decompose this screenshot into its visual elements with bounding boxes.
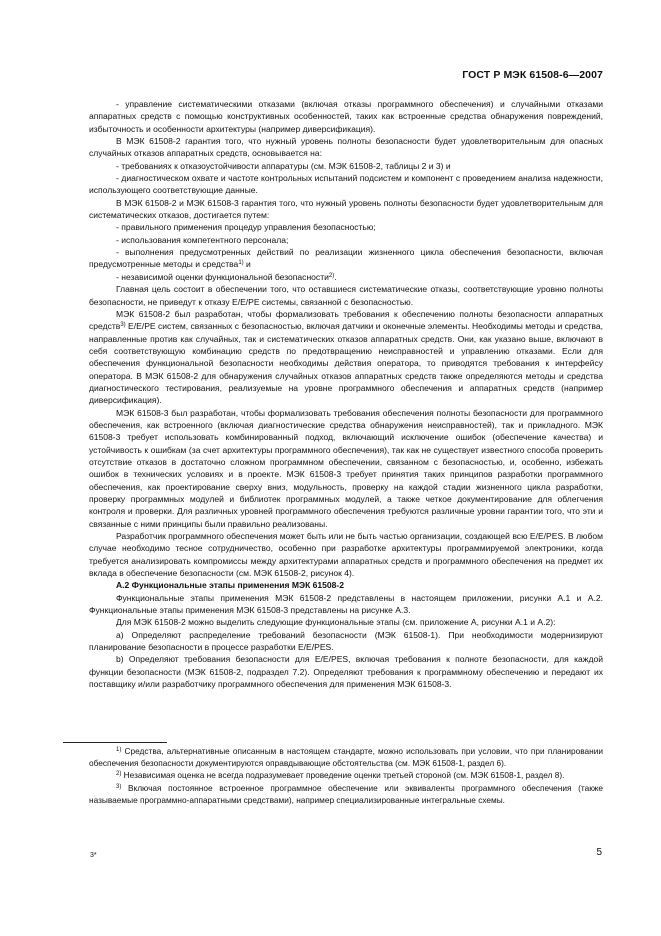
list-item: a) Определяют распределение требований безопасности (МЭК 61508-1). При необходимости модернизируют планирование безопасности в процессе разработки E/E/PES. — [89, 629, 603, 653]
list-item: - диагностическом охвате и частоте контрольных испытаний подсистем и компонент с проведением анализа надежности, использующего соответствующие данные. — [89, 173, 603, 196]
paragraph: В МЭК 61508-2 и МЭК 61508-3 гарантия того, что нужный уровень полноты безопасности будет удовлетворительным для систематических отказов, достигается путем: — [89, 197, 603, 221]
footnote-text: Средства, альтернативные описанным в настоящем стандарте, можно использовать при условии, что при планировании обеспечения безопасности документируются оправдывающие обстоятельства (см. МЭК 61508-1, раздел 6). — [89, 746, 603, 769]
list-item-tail: и — [243, 259, 251, 270]
list-item — [89, 271, 603, 283]
list-item: b) Определяют требования безопасности для E/E/PES, включая требования к полноте безопасности, для каждой функции безопасности (МЭК 61508-2, подраздел 7.2). Определяют требования к программному обеспечению и передают их поставщику и/или разработчику программного обеспечения для применения МЭК 61508-3. — [89, 654, 603, 690]
paragraph: МЭК 61508-3 был разработан, чтобы формализовать требования обеспечения полноты безопасности для программного обеспечения, как встроенного (включая диагностические средства обнаружения неисправностей), так и прикладного. МЭК 61508-3 требует использовать комбинированный подход, включающий исключение ошибок (обеспечение качества) и устойчивость к ошибкам (за счет архитектуры программного обеспечения), так как не существует известного способа проверить отсутствие отказов в достаточно сложном программном обеспечении, связанном с безопасностью, и, особенно, избежать ошибок в технических условиях и в проекте. МЭК 61508-3 требует принятия таких принципов разработки программного обеспечения, как проектирование сверху вниз, модульность, проверку на каждой стадии жизненного цикла разработки, проверку программных модулей и библиотек программных модулей, а также четкое документирование для облегчения контроля и проверки. Для различных уровней программного обеспечения требуются различные уровни гарантии того, что эти и связанные с ними принципы были правильно реализованы. — [89, 407, 603, 529]
running-header: ГОСТ Р МЭК 61508-6—2007 — [462, 69, 603, 81]
footnote-separator — [63, 742, 167, 743]
footnote-ref: 3) — [120, 322, 126, 329]
paragraph: В МЭК 61508-2 гарантия того, что нужный уровень полноты безопасности будет удовлетворительным для опасных случайных отказов аппаратных средств, основывается на: — [89, 136, 603, 159]
list-item-text: - выполнения предусмотренных действий по реализации жизненного цикла обеспечения безопасности, включая предусмотренные методы и средства — [89, 247, 603, 270]
footnote-ref: 1) — [238, 260, 244, 267]
list-item — [89, 246, 603, 271]
list-item: - использования компетентного персонала; — [116, 234, 289, 245]
footnote-ref: 2) — [328, 272, 335, 279]
paragraph: - управление систематическими отказами (включая отказы программного обеспечения) и случайными отказами аппаратных средств с помощью конструктивных особенностей, таких как встроенные средства обнаружения повреждений, избыточность и особенности архитектуры (например диверсификация). — [89, 99, 603, 134]
footnote-mark: 3) — [116, 783, 122, 790]
footnote — [89, 769, 603, 781]
list-item: - правильного применения процедур управления безопасностью; — [116, 222, 376, 233]
list-item-tail: . — [334, 271, 337, 282]
paragraph: Для МЭК 61508-2 можно выделить следующие функциональные этапы (см. приложение А, рисунки А.1 и А.2): — [116, 617, 556, 628]
footnote — [89, 782, 603, 806]
paragraph-text: МЭК 61508-2 был разработан, чтобы формализовать требования к обеспечению полноты безопасности аппаратных средств — [89, 308, 603, 332]
sheet-signature-mark: 3* — [90, 852, 97, 859]
list-item-text: - независимой оценки функциональной безопасности — [116, 271, 329, 282]
footnote-mark: 1) — [116, 747, 122, 753]
footnote-text: Включая постоянное встроенное программное обеспечение или эквиваленты программного обеспечения (также называемые программно-аппаратными средствами), например специализированные интегральные схемы. — [89, 782, 603, 805]
footnote-mark: 2) — [116, 771, 122, 778]
paragraph: Главная цель состоит в обеспечении того, что оставшиеся систематические отказы, соответствующие уровню полноты безопасности, не приведут к отказу E/E/PE системы, связанной с безопасностью. — [89, 284, 603, 307]
body-text — [89, 98, 603, 691]
paragraph: Функциональные этапы применения МЭК 61508-2 представлены в настоящем приложении, рисунки А.1 и А.2. Функциональные этапы применения МЭК 61508-3 представлены на рисунке А.3. — [89, 592, 603, 616]
page-number: 5 — [596, 847, 602, 858]
footnotes — [89, 745, 603, 806]
footnote — [89, 745, 603, 769]
section-heading: А.2 Функциональные этапы применения МЭК 61508-2 — [116, 580, 345, 591]
list-item: - требованиях к отказоустойчивости аппаратуры (см. МЭК 61508-2, таблицы 2 и 3) и — [116, 160, 451, 171]
paragraph — [89, 308, 603, 407]
paragraph-text: E/E/PE систем, связанных с безопасностью, включая датчики и оконечные элементы. Необходимы методы и средства, направленные против как случайных, так и систематических отказов аппаратных средств. Они, как указано выше, включают в себя соответствующую комбинацию средств по предотвращению неисправностей и управлению отказами. Если для обеспечения функциональной безопасности необходимы действия оператора, то приводятся требования к интерфейсу оператора. В МЭК 61508-2 для обнаружения случайных отказов аппаратных средств также определяются методы и средства диагностического тестирования, реализуемые на уровне программного обеспечения и аппаратных средств (например диверсификация). — [89, 321, 603, 406]
paragraph: Разработчик программного обеспечения может быть или не быть частью организации, создающей всю E/E/PES. В любом случае необходимо тесное сотрудничество, особенно при разработке архитектуры программируемой электроники, когда требуется анализировать компромиссы между архитектурами аппаратных средств и программного обеспечения на предмет их вклада в обеспечение безопасности (см. МЭК 61508-2, рисунок 4). — [89, 531, 603, 579]
footnote-text: Независимая оценка не всегда подразумевает проведение оценки третьей стороной (см. МЭК 61508-1, раздел 8). — [121, 770, 565, 781]
